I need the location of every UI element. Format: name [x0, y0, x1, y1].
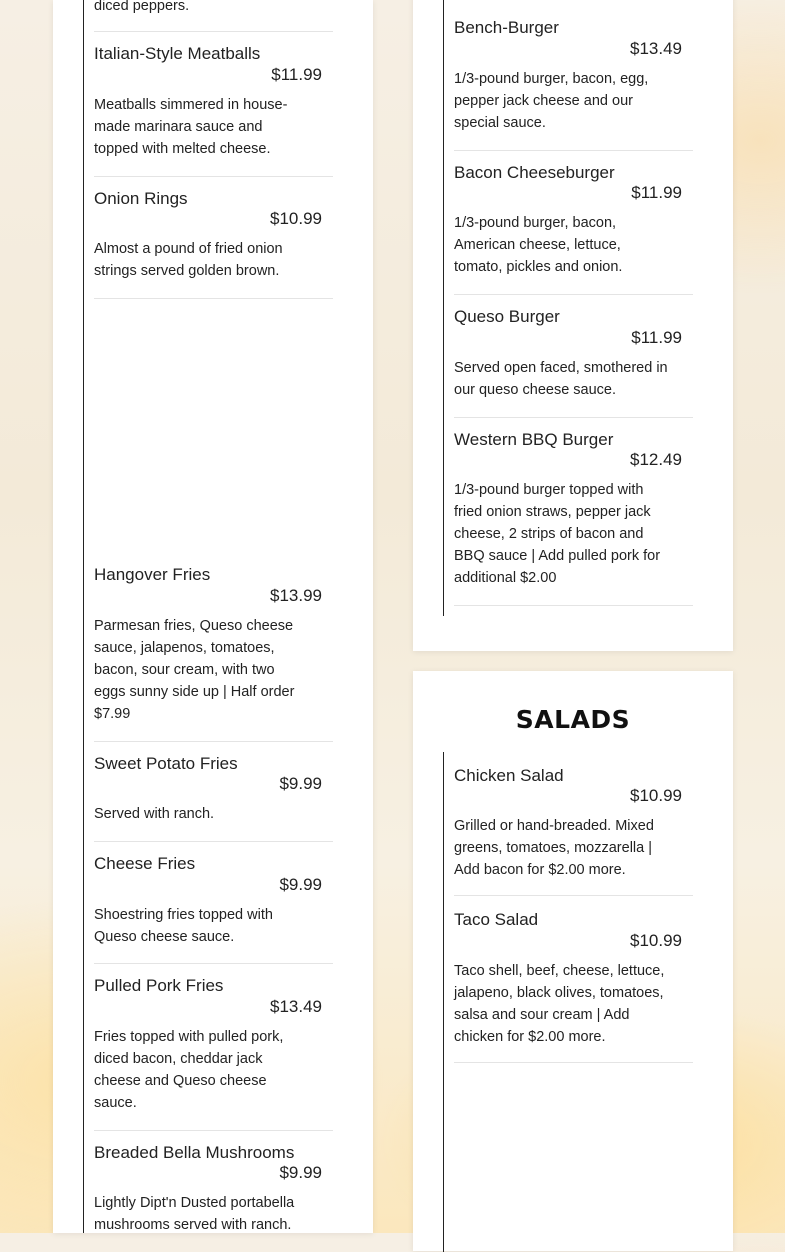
item-description: 1/3-pound burger, bacon, egg, pepper jack cheese and our special sauce. — [454, 71, 649, 131]
item-description: Fries topped with pulled pork, diced bacon, cheddar jack cheese and Queso cheese sauce. — [94, 1029, 284, 1111]
item-name: Western BBQ Burger — [454, 430, 614, 449]
menu-item — [94, 0, 333, 32]
menu-item — [94, 976, 333, 1131]
item-description: Served with ranch. — [94, 806, 215, 822]
menu-card-appetizers — [53, 0, 373, 1233]
item-price: $13.49 — [630, 39, 682, 58]
menu-list — [83, 0, 334, 1233]
item-description: 1/3-pound burger topped with fried onion straws, pepper jack cheese, 2 strips of bacon and BBQ sauce | Add pulled pork for additional $2.00 — [454, 482, 661, 586]
menu-item — [94, 189, 333, 299]
item-description: Grilled or hand-breaded. Mixed greens, tomatoes, mozzarella | Add bacon for $2.00 more. — [454, 818, 654, 878]
item-price: $10.99 — [270, 209, 322, 228]
item-name: Hangover Fries — [94, 565, 211, 584]
item-price: $13.99 — [270, 586, 322, 605]
item-description: Parmesan fries, Queso cheese sauce, jalapenos, tomatoes, bacon, sour cream, with two eggs sunny side up | Half order $7.99 — [94, 618, 295, 722]
menu-item — [454, 18, 693, 151]
menu-item — [94, 565, 333, 742]
menu-item — [454, 430, 693, 606]
menu-item — [454, 766, 693, 896]
menu-item — [454, 307, 693, 418]
item-name: Bacon Cheeseburger — [454, 163, 615, 182]
item-name: Taco Salad — [454, 910, 539, 929]
item-name: Queso Burger — [454, 307, 560, 326]
item-description: 1/3-pound burger, bacon, American cheese, lettuce, tomato, pickles and onion. — [454, 215, 623, 275]
item-description: diced peppers. — [94, 0, 190, 14]
menu-item — [94, 754, 333, 842]
item-price: $9.99 — [279, 875, 322, 894]
menu-item — [94, 854, 333, 964]
menu-list — [443, 752, 694, 1252]
item-price: $9.99 — [279, 774, 322, 793]
item-price: $11.99 — [631, 183, 682, 202]
item-description: Served open faced, smothered in our queso cheese sauce. — [454, 360, 668, 398]
item-name: Cheese Fries — [94, 854, 196, 873]
item-price: $10.99 — [630, 786, 682, 805]
item-name: Chicken Salad — [454, 766, 564, 785]
item-name: Sweet Potato Fries — [94, 754, 238, 773]
menu-item — [94, 1143, 333, 1243]
item-description: Taco shell, beef, cheese, lettuce, jalapeno, black olives, tomatoes, salsa and sour cream | Add chicken for $2.00 more. — [454, 963, 665, 1045]
item-description: Shoestring fries topped with Queso cheese sauce. — [94, 907, 273, 945]
menu-item — [94, 44, 333, 177]
menu-item — [454, 163, 693, 295]
item-price: $13.49 — [270, 997, 322, 1016]
item-description: Meatballs simmered in house-made marinara sauce and topped with melted cheese. — [94, 97, 288, 157]
item-name: Italian-Style Meatballs — [94, 44, 261, 63]
item-price: $11.99 — [631, 328, 682, 347]
menu-card-burgers — [413, 0, 733, 651]
item-description: Lightly Dipt'n Dusted portabella mushrooms served with ranch. — [94, 1195, 295, 1233]
menu-item — [454, 910, 693, 1063]
item-description: Almost a pound of fried onion strings served golden brown. — [94, 241, 283, 279]
item-name: Onion Rings — [94, 189, 188, 208]
item-price: $10.99 — [630, 931, 682, 950]
item-price: $9.99 — [279, 1163, 322, 1182]
menu-card-salads — [413, 671, 733, 1251]
item-price: $12.49 — [630, 450, 682, 469]
section-title: SALADS — [515, 705, 631, 734]
menu-list — [443, 0, 694, 616]
item-name: Pulled Pork Fries — [94, 976, 224, 995]
item-name: Bench-Burger — [454, 18, 559, 37]
item-price: $11.99 — [271, 65, 322, 84]
item-name: Breaded Bella Mushrooms — [94, 1143, 295, 1162]
